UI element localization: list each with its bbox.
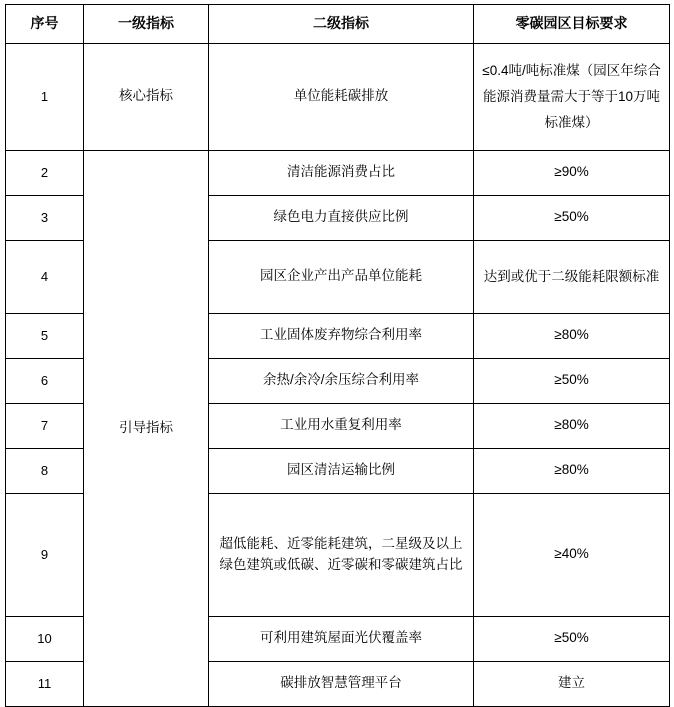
cell-goal: ≥90% — [474, 150, 670, 195]
cell-level2: 碳排放智慧管理平台 — [209, 661, 474, 706]
cell-level1-core: 核心指标 — [84, 43, 209, 150]
table-row — [6, 43, 670, 150]
table-body — [6, 43, 670, 706]
cell-no: 4 — [6, 240, 84, 313]
cell-level2: 园区企业产出产品单位能耗 — [209, 240, 474, 313]
cell-goal: 建立 — [474, 661, 670, 706]
cell-no: 9 — [6, 493, 84, 616]
cell-goal: 达到或优于二级能耗限额标准 — [474, 240, 670, 313]
cell-no: 3 — [6, 195, 84, 240]
cell-level2: 园区清洁运输比例 — [209, 448, 474, 493]
cell-goal: ≥80% — [474, 448, 670, 493]
cell-goal: ≥50% — [474, 616, 670, 661]
cell-no: 2 — [6, 150, 84, 195]
cell-goal: ≥50% — [474, 195, 670, 240]
cell-no: 8 — [6, 448, 84, 493]
header-no: 序号 — [6, 5, 84, 44]
cell-no: 10 — [6, 616, 84, 661]
cell-goal: ≤0.4吨/吨标准煤（园区年综合能源消费量需大于等于10万吨标准煤） — [474, 43, 670, 150]
cell-goal: ≥80% — [474, 403, 670, 448]
cell-goal: ≥40% — [474, 493, 670, 616]
header-level1: 一级指标 — [84, 5, 209, 44]
header-goal: 零碳园区目标要求 — [474, 5, 670, 44]
cell-level2: 余热/余冷/余压综合利用率 — [209, 358, 474, 403]
cell-no: 6 — [6, 358, 84, 403]
table-row — [6, 150, 670, 195]
table-head — [6, 5, 670, 44]
cell-no: 5 — [6, 313, 84, 358]
cell-level2: 可利用建筑屋面光伏覆盖率 — [209, 616, 474, 661]
cell-no: 11 — [6, 661, 84, 706]
cell-goal: ≥50% — [474, 358, 670, 403]
cell-no: 7 — [6, 403, 84, 448]
cell-goal: ≥80% — [474, 313, 670, 358]
cell-level1-guide: 引导指标 — [84, 150, 209, 706]
zero-carbon-indicator-table — [5, 4, 670, 707]
cell-level2: 单位能耗碳排放 — [209, 43, 474, 150]
cell-level2: 工业固体废弃物综合利用率 — [209, 313, 474, 358]
cell-level2: 工业用水重复利用率 — [209, 403, 474, 448]
cell-level2: 超低能耗、近零能耗建筑，二星级及以上绿色建筑或低碳、近零碳和零碳建筑占比 — [209, 493, 474, 616]
cell-no: 1 — [6, 43, 84, 150]
table-header-row — [6, 5, 670, 44]
cell-level2: 清洁能源消费占比 — [209, 150, 474, 195]
header-level2: 二级指标 — [209, 5, 474, 44]
cell-level2: 绿色电力直接供应比例 — [209, 195, 474, 240]
